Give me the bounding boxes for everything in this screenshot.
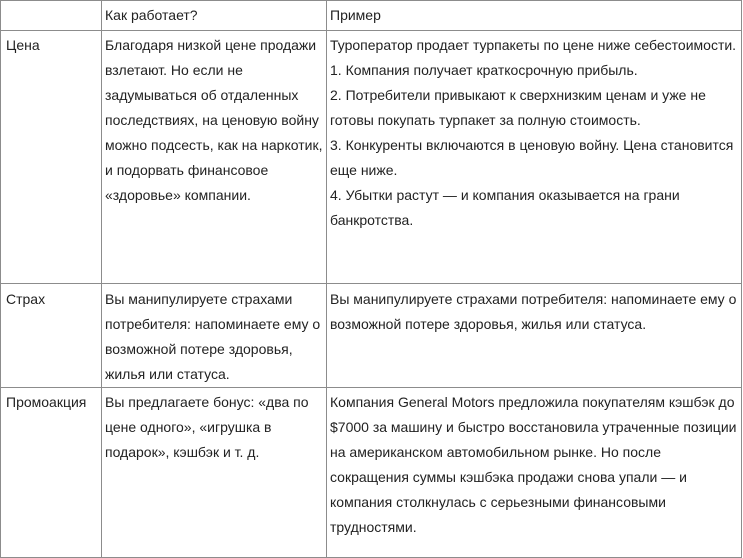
example-point: 1. Компания получает краткосрочную прибыль.	[330, 62, 638, 78]
row-name-cell: Страх	[1, 284, 102, 388]
example-point: 4. Убытки растут — и компания оказывается на грани банкротства.	[330, 187, 680, 228]
header-cell-how: Как работает?	[102, 1, 327, 31]
example-point: 3. Конкуренты включаются в ценовую войну. Цена становится еще ниже.	[330, 137, 734, 178]
table-header-row	[1, 1, 742, 31]
example-point: 2. Потребители привыкают к сверхнизким ценам и уже не готовы покупать турпакет за полную стоимость.	[330, 87, 706, 128]
row-name-cell: Цена	[1, 31, 102, 284]
table-row	[1, 284, 742, 388]
example-cell: Вы манипулируете страхами потребителя: напоминаете ему о возможной потере здоровья, жилья или статуса.	[327, 284, 742, 388]
how-it-works-cell: Вы предлагаете бонус: «два по цене одного», «игрушка в подарок», кэшбэк и т. д.	[102, 388, 327, 558]
table-row	[1, 31, 742, 284]
how-it-works-cell: Вы манипулируете страхами потребителя: напоминаете ему о возможной потере здоровья, жилья или статуса.	[102, 284, 327, 388]
table-row	[1, 388, 742, 558]
example-intro: Туроператор продает турпакеты по цене ниже себестоимости.	[330, 37, 737, 53]
header-cell-example: Пример	[327, 1, 742, 31]
how-it-works-cell: Благодаря низкой цене продажи взлетают. Но если не задумываться об отдаленных последствиях, на ценовую войну можно подсесть, как на наркотик, и подорвать финансовое «здоровье» компании.	[102, 31, 327, 284]
row-name-cell: Промоакция	[1, 388, 102, 558]
example-cell: Компания General Motors предложила покупателям кэшбэк до $7000 за машину и быстро восстановила утраченные позиции на американском автомобильном рынке. Но после сокращения суммы кэшбэка продажи снова упали — и компания столкнулась с серьезными финансовыми трудностями.	[327, 388, 742, 558]
example-cell	[327, 31, 742, 284]
header-cell-empty	[1, 1, 102, 31]
